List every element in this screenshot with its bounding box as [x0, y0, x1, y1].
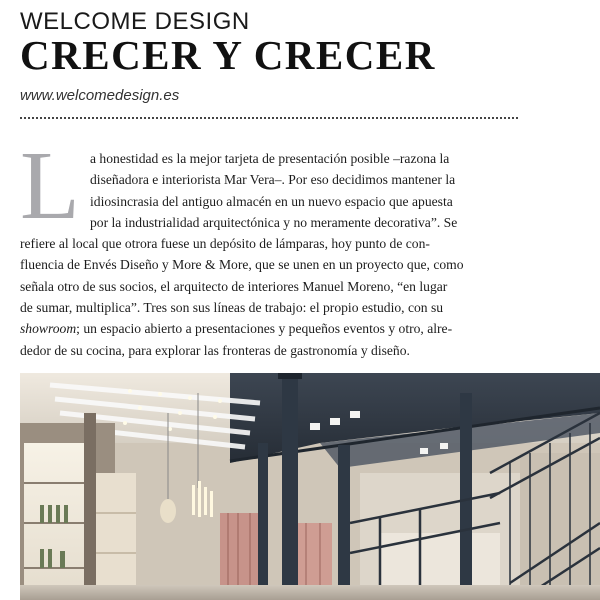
- article-line: refiere al local que otrora fuese un depósito de lámparas, hoy punto de con-: [20, 236, 430, 252]
- article-line: a honestidad es la mejor tarjeta de presentación posible –razona la: [90, 151, 450, 166]
- section-kicker: WELCOME DESIGN: [20, 8, 250, 35]
- article-line: [20, 318, 540, 339]
- drop-cap: L: [20, 132, 80, 240]
- floor: [20, 585, 600, 600]
- interior-photo: [20, 373, 600, 600]
- lit-shelving: [24, 443, 84, 600]
- article-line: fluencia de Envés Diseño y More & More, que se unen en un proyecto que, como: [20, 257, 464, 273]
- dotted-divider: [20, 117, 518, 119]
- article-line: idiosincrasia del antiguo almacén en un nuevo espacio que apuesta: [90, 193, 453, 209]
- article-line: dedor de su cocina, para explorar las fronteras de gastronomía y diseño.: [20, 342, 410, 358]
- article-headline: CRECER Y CRECER: [20, 32, 436, 78]
- article-line: de sumar, multiplica”. Tres son sus líneas de trabajo: el propio estudio, con su: [20, 300, 444, 316]
- article-line: señala otro de sus socios, el arquitecto de interiores Manuel Moreno, “en lugar: [20, 278, 448, 294]
- article-line-rest: ; un espacio abierto a presentaciones y pequeños eventos y otro, alre-: [76, 321, 453, 337]
- article-line: diseñadora e interiorista Mar Vera–. Por eso decidimos mantener la: [90, 172, 456, 188]
- website-url: www.welcomedesign.es: [20, 87, 180, 104]
- showroom-interior-illustration: [20, 373, 600, 600]
- showroom-term: showroom: [20, 321, 77, 337]
- article-line: por la industrialidad arquitectónica y no meramente decorativa”. Se: [90, 214, 458, 230]
- cabinet: [96, 473, 136, 600]
- article-body: [20, 132, 540, 361]
